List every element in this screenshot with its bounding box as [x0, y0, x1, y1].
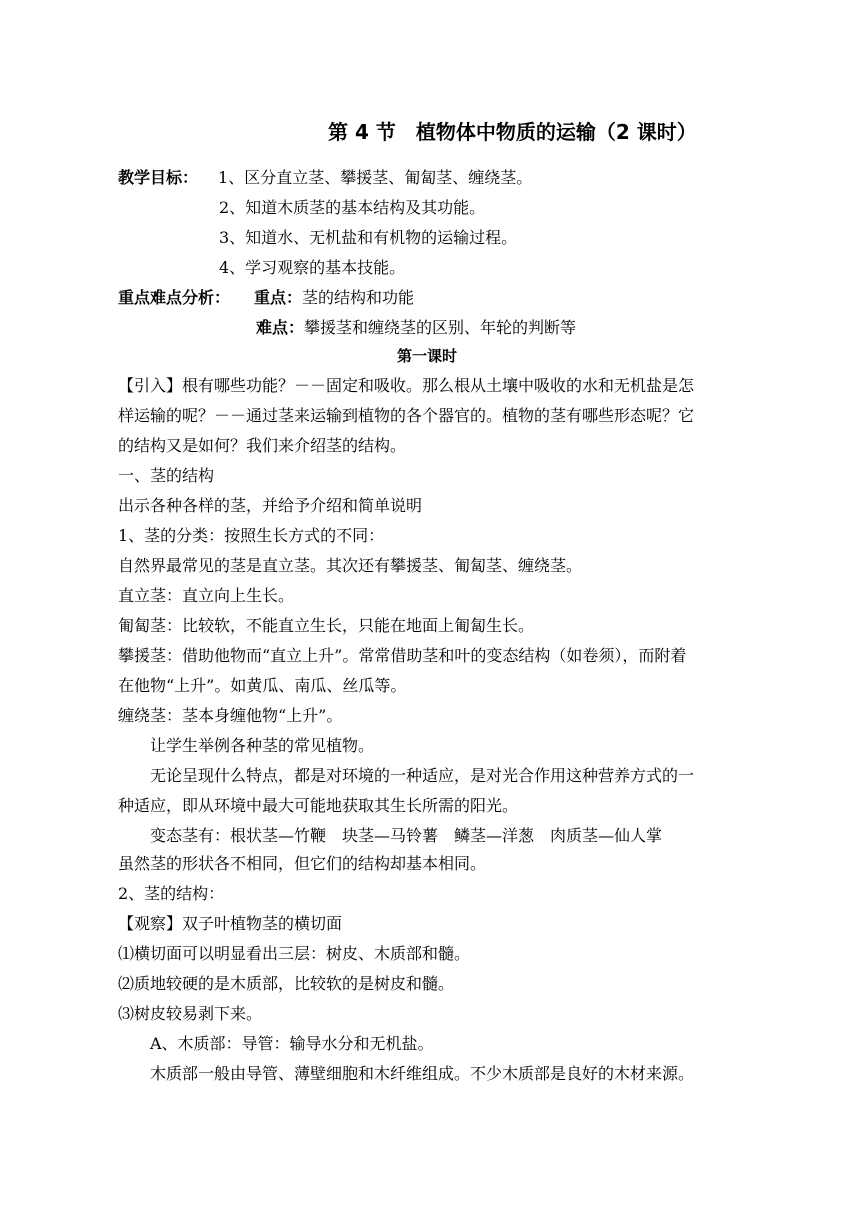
body-line: 在他物“上升”。如黄瓜、南瓜、丝瓜等。 [118, 676, 407, 695]
body-line: 让学生举例各种茎的常见植物。 [150, 736, 375, 755]
body-line: 【引入】根有哪些功能？－－固定和吸收。那么根从土壤中吸收的水和无机盐是怎 [118, 376, 695, 395]
objective-item: 1、区分直立茎、攀援茎、匍匐茎、缠绕茎。 [218, 168, 533, 187]
body-line: 木质部一般由导管、薄壁细胞和木纤维组成。不少木质部是良好的木材来源。 [150, 1064, 695, 1083]
body-line: 缠绕茎：茎本身缠他物“上升”。 [118, 706, 343, 725]
key-point-text: 茎的结构和功能 [302, 288, 415, 307]
difficult-point-text: 攀援茎和缠绕茎的区别、年轮的判断等 [304, 318, 577, 337]
body-line: 自然界最常见的茎是直立茎。其次还有攀援茎、匍匐茎、缠绕茎。 [118, 556, 583, 575]
objective-item: 4、学习观察的基本技能。 [219, 258, 406, 277]
body-line: 样运输的呢？－－通过茎来运输到植物的各个器官的。植物的茎有哪些形态呢？它 [118, 406, 695, 425]
objectives-label: 教学目标： [118, 168, 199, 187]
body-line: 变态茎有：根状茎—竹鞭 块茎—马铃薯 鳞茎—洋葱 肉质茎—仙人掌 [150, 826, 663, 845]
body-line: 直立茎：直立向上生长。 [118, 586, 295, 605]
key-point-label: 重点： [254, 288, 303, 307]
objective-item: 2、知道木质茎的基本结构及其功能。 [219, 198, 486, 217]
body-line: ⑴横切面可以明显看出三层：树皮、木质部和髓。 [118, 944, 471, 963]
body-line: 的结构又是如何？我们来介绍茎的结构。 [118, 436, 407, 455]
body-line: A、木质部：导管：输导水分和无机盐。 [150, 1034, 434, 1053]
body-line: 种适应，即从环境中最大可能地获取其生长所需的阳光。 [118, 796, 519, 815]
body-line: 1、茎的分类：按照生长方式的不同： [118, 526, 385, 545]
objective-item: 3、知道水、无机盐和有机物的运输过程。 [219, 228, 518, 247]
section-heading: 一、茎的结构 [118, 466, 215, 485]
page-title: 第 4 节 植物体中物质的运输（2 课时） [328, 120, 697, 144]
difficult-point-label: 难点： [256, 318, 305, 337]
body-line: 无论呈现什么特点，都是对环境的一种适应，是对光合作用这种营养方式的一 [150, 766, 695, 785]
body-line: 出示各种各样的茎，并给予介绍和简单说明 [118, 496, 423, 515]
objectives-row-1 [118, 168, 532, 188]
body-line: 2、茎的结构： [118, 884, 225, 903]
body-line: 攀援茎：借助他物而“直立上升”。常常借助茎和叶的变态结构（如卷须），而附着 [118, 646, 687, 665]
body-line: ⑶树皮较易剥下来。 [118, 1004, 263, 1023]
body-line: ⑵质地较硬的是木质部，比较软的是树皮和髓。 [118, 974, 455, 993]
body-line: 【观察】双子叶植物茎的横切面 [118, 914, 343, 933]
lesson-heading: 第一课时 [396, 347, 457, 365]
body-line: 匍匐茎：比较软，不能直立生长，只能在地面上匍匐生长。 [118, 616, 535, 635]
body-line: 虽然茎的形状各不相同，但它们的结构却基本相同。 [118, 854, 487, 873]
analysis-label: 重点难点分析： [118, 288, 231, 307]
analysis-row-difficult [256, 318, 576, 338]
analysis-row-key [118, 288, 414, 308]
